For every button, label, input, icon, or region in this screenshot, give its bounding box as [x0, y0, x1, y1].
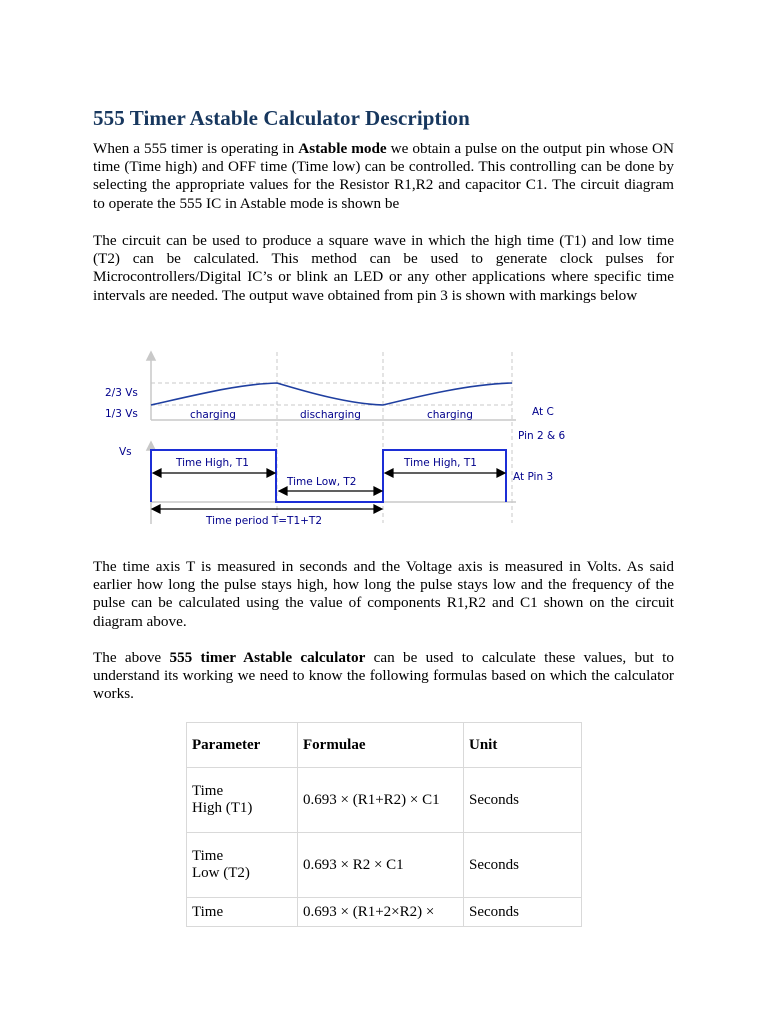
header-unit: Unit	[464, 723, 582, 768]
param-line-2: Low (T2)	[192, 865, 250, 881]
square-wave-paragraph: The circuit can be used to produce a square wave in which the high time (T1) and low time (T2) can be calculated. This method can be used to generate clock pulses for Microcontrollers/Digital IC’s or blink an LED or any other applications where specific time intervals are needed. The output wave obtained from pin 3 is shown with markings below	[93, 232, 674, 304]
table-header-row	[187, 723, 582, 768]
table-row	[187, 898, 582, 927]
formula-cell: 0.693 × (R1+2×R2) ×	[298, 898, 464, 927]
waveform-diagram	[100, 348, 580, 534]
capacitor-voltage-curve	[151, 383, 512, 405]
unit-cell: Seconds	[464, 768, 582, 833]
at-c-label: At C	[532, 406, 554, 418]
intro-text-after: we obtain a pulse on the output pin whose ON time (Time high) and OFF time (Time low) can be controlled. This controlling can be done by selecting the appropriate values for the Resistor R1,R2 and capacitor C1. The circuit diagram to operate the 555 IC in Astable mode is shown be	[93, 140, 674, 212]
header-formulae: Formulae	[298, 723, 464, 768]
param-line-1: Time	[192, 783, 224, 799]
intro-paragraph	[93, 140, 674, 213]
param-cell	[187, 768, 298, 833]
page-title: 555 Timer Astable Calculator Description	[93, 106, 470, 130]
formula-cell: 0.693 × R2 × C1	[298, 833, 464, 898]
phase-charging-1: charging	[190, 409, 236, 421]
param-cell: Time	[187, 898, 298, 927]
time-period-label: Time period T=T1+T2	[206, 515, 323, 527]
intro-text-before: When a 555 timer is operating in	[93, 140, 299, 157]
calculator-name-bold: 555 timer Astable calculator	[169, 649, 366, 666]
formula-cell: 0.693 × (R1+R2) × C1	[298, 768, 464, 833]
time-axis-paragraph: The time axis T is measured in seconds and the Voltage axis is measured in Volts. As said earlier how long the pulse stays high, how long the pulse stays low and the frequency of the pulse can be calculated using the value of components R1,R2 and C1 shown on the circuit diagram above.	[93, 558, 674, 630]
unit-cell: Seconds	[464, 833, 582, 898]
table-row	[187, 768, 582, 833]
formula-table	[186, 722, 582, 927]
at-pin-3-label: At Pin 3	[513, 471, 554, 483]
time-high-label-1: Time High, T1	[176, 457, 249, 469]
header-parameter: Parameter	[187, 723, 298, 768]
unit-cell: Seconds	[464, 898, 582, 927]
level-low-label: 1/3 Vs	[105, 408, 138, 420]
calculator-text-after: can be used to calculate these values, but to understand its working we need to know the following formulas based on which the calculator works.	[93, 649, 674, 703]
astable-mode-bold: Astable mode	[298, 140, 387, 157]
level-high-label: 2/3 Vs	[105, 387, 138, 399]
vs-label: Vs	[119, 446, 132, 458]
table-row	[187, 833, 582, 898]
param-cell	[187, 833, 298, 898]
param-line-1: Time	[192, 848, 224, 864]
calculator-paragraph	[93, 649, 674, 704]
time-high-label-2: Time High, T1	[404, 457, 477, 469]
phase-charging-2: charging	[427, 409, 473, 421]
time-low-label: Time Low, T2	[287, 476, 357, 488]
phase-discharging: discharging	[300, 409, 361, 421]
pin-2-6-label: Pin 2 & 6	[518, 430, 566, 442]
calculator-text-before: The above	[93, 649, 170, 666]
param-line-2: High (T1)	[192, 800, 253, 816]
